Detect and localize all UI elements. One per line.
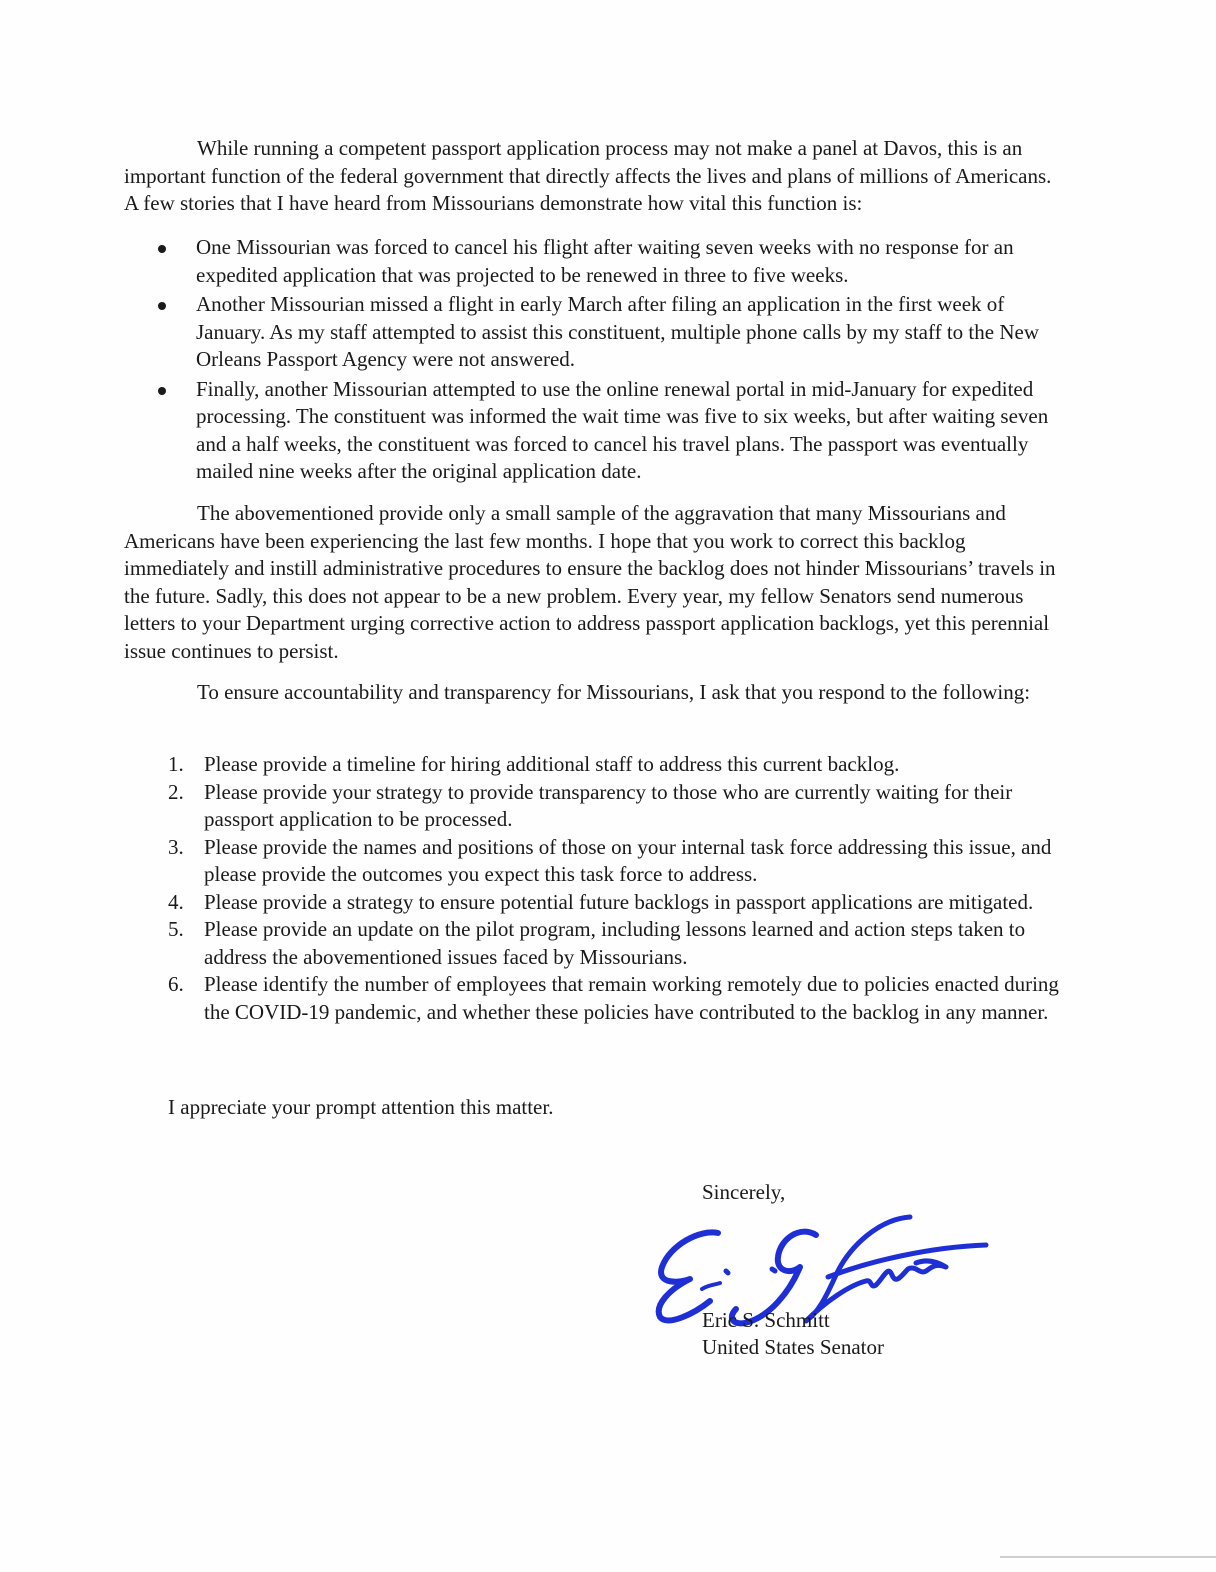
request-number: 6. [168,972,184,996]
request-text: Please provide the names and positions of those on your internal task force addressing this issue, and please provide the outcomes you expect this task force to address. [204,834,1052,886]
request-text: Please provide a strategy to ensure potential future backlogs in passport applications are mitigated. [204,889,1034,914]
valediction: Sincerely, [702,1180,786,1204]
sample-paragraph [124,500,1060,665]
request-intro-paragraph [124,679,1060,707]
sample-paragraph-text: The abovementioned provide only a small sample of the aggravation that many Missourians and Americans have been experiencing the last few months. I hope that you work to correct this backlog immediately and instill administrative procedures to ensure the backlog does not hinder Missourians’ travels in the future. Sadly, this does not appear to be a new problem. Every year, my fellow Senators send numerous letters to your Department urging corrective action to address passport application backlogs, yet this perennial issue continues to persist. [124,501,1056,663]
request-item [124,971,1064,1026]
story-text: One Missourian was forced to cancel his flight after waiting seven weeks with no response for an expedited application that was projected to be renewed in three to five weeks. [196,235,1014,287]
requests-list [124,751,1064,1026]
intro-paragraph [124,135,1060,218]
request-number: 2. [168,779,184,804]
request-number: 5. [168,917,184,941]
story-text: Finally, another Missourian attempted to use the online renewal portal in mid-January for expedited processing. The constituent was informed the wait time was five to six weeks, but after waiting seven and a half weeks, the constituent was forced to cancel his travel plans. The passport was eventually mailed nine weeks after the original application date. [196,376,1049,483]
intro-paragraph-text: While running a competent passport application process may not make a panel at Davos, this is an important function of the federal government that directly affects the lives and plans of millions of Americans. A few stories that I have heard from Missourians demonstrate how vital this function is: [124,136,1052,215]
bullet-icon [158,302,166,310]
request-text: Please provide an update on the pilot program, including lessons learned and action steps taken to address the abovementioned issues faced by Missourians. [204,917,1026,969]
scan-edge-line [1000,1556,1216,1558]
request-number: 1. [168,752,184,776]
signer-name: Eric S. Schmitt [702,1308,830,1332]
request-number: 3. [168,834,184,859]
request-item [124,889,1064,917]
request-text: Please provide a timeline for hiring additional staff to address this current backlog. [204,752,900,776]
story-item [124,376,1064,486]
request-item [124,779,1064,834]
request-item [124,751,1064,779]
request-text: Please identify the number of employees that remain working remotely due to policies enacted during the COVID-19 pandemic, and whether these policies have contributed to the backlog in any manner. [204,972,1059,1024]
request-intro-text: To ensure accountability and transparency for Missourians, I ask that you respond to the following: [197,680,1031,704]
story-item [124,291,1064,374]
story-text: Another Missourian missed a flight in early March after filing an application in the first week of January. As my staff attempted to assist this constituent, multiple phone calls by my staff to the New Orleans Passport Agency were not answered. [196,292,1039,371]
story-item [124,234,1064,289]
bullet-icon [158,245,166,253]
request-text: Please provide your strategy to provide transparency to those who are currently waiting for their passport application to be processed. [204,779,1013,831]
stories-list [124,234,1064,486]
closing-line: I appreciate your prompt attention this matter. [168,1095,554,1119]
bullet-icon [158,387,166,395]
request-item [124,834,1064,889]
signer-title: United States Senator [702,1335,884,1359]
request-item [124,916,1064,971]
request-number: 4. [168,889,184,914]
